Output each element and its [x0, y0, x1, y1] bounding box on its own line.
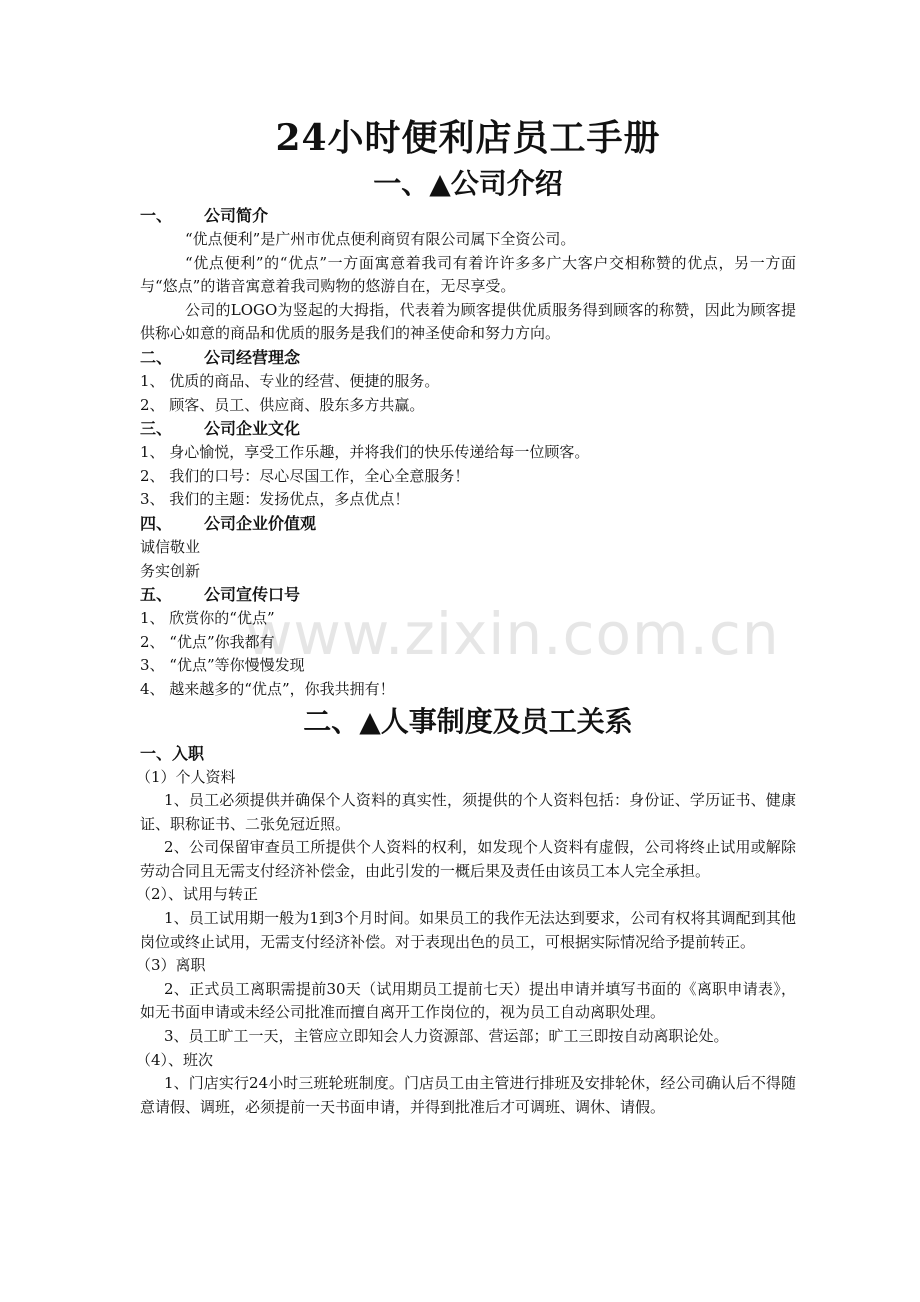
- section-heading-corporate-culture: [140, 417, 796, 441]
- list-item: 2、 顾客、员工、供应商、股东多方共赢。: [140, 395, 425, 414]
- paragraph: “优点便利”的“优点”一方面寓意着我司有着许许多多广大客户交相称赞的优点，另一方面与“悠点”的谐音寓意着我司购物的悠游自在，无尽享受。: [140, 253, 796, 296]
- list-item: 3、 “优点”等你慢慢发现: [140, 656, 305, 675]
- list-item: 1、 身心愉悦，享受工作乐趣，并将我们的快乐传递给每一位顾客。: [140, 443, 590, 462]
- section-number: 五、: [140, 585, 173, 605]
- list-item: 2、 “优点”你我都有: [140, 632, 275, 651]
- section-number: 三、: [140, 419, 173, 439]
- section-heading-company-profile: [140, 204, 796, 228]
- section-title: 公司经营理念: [204, 347, 301, 367]
- paragraph: 2、公司保留审查员工所提供个人资料的权利，如发现个人资料有虚假，公司将终止试用或解除劳动合同且无需支付经济补偿金，由此引发的一概后果及责任由该员工本人完全承担。: [140, 838, 796, 880]
- section-title: 公司简介: [204, 206, 269, 225]
- paragraph: 1、员工必须提供并确保个人资料的真实性，须提供的个人资料包括：身份证、学历证书、健康证、职称证书、二张免冠近照。: [140, 791, 796, 833]
- list-item: 诚信敬业: [140, 537, 201, 556]
- part1-title: 一、▲公司介绍: [373, 167, 563, 200]
- paragraph: “优点便利”是广州市优点便利商贸有限公司属下全资公司。: [185, 230, 576, 248]
- paragraph: 2、正式员工离职需提前30天（试用期员工提前七天）提出申请并填写书面的《离职申请表》，如无书面申请或未经公司批准而擅自离开工作岗位的，视为员工自动离职处理。: [140, 979, 796, 1022]
- list-item: 1、 优质的商品、专业的经营、便捷的服务。: [140, 371, 440, 390]
- section-heading-slogans: [140, 583, 796, 607]
- section-number: 四、: [140, 513, 173, 533]
- document-body: [136, 112, 796, 1119]
- subsection-heading: （1）个人资料: [136, 767, 236, 786]
- part2-title: 二、▲人事制度及员工关系: [303, 704, 633, 738]
- section-heading-onboarding: 一、入职: [140, 743, 205, 763]
- section-heading-business-philosophy: [140, 346, 796, 370]
- section-number: 二、: [140, 347, 173, 367]
- document-title: 24小时便利店员工手册: [275, 117, 661, 159]
- section-title: 公司企业文化: [204, 419, 301, 439]
- paragraph: 公司的LOGO为竖起的大拇指，代表着为顾客提供优质服务得到顾客的称赞，因此为顾客提供称心如意的商品和优质的服务是我们的神圣使命和努力方向。: [140, 300, 796, 343]
- watermark: www.zixin.com.cn: [245, 600, 780, 668]
- subsection-heading: （2）、试用与转正: [136, 885, 259, 904]
- section-title: 公司企业价值观: [204, 513, 317, 533]
- list-item: 2、 我们的口号：尽心尽国工作，全心全意服务！: [140, 466, 470, 485]
- section-heading-core-values: [140, 512, 796, 536]
- list-item: 1、 欣赏你的“优点”: [140, 609, 275, 628]
- paragraph: 1、门店实行24小时三班轮班制度。门店员工由主管进行排班及安排轮休，经公司确认后不得随意请假、调班，必须提前一天书面申请，并得到批准后才可调班、调休、请假。: [140, 1074, 796, 1116]
- paragraph: 1、员工试用期一般为1到3个月时间。如果员工的我作无法达到要求，公司有权将其调配到其他岗位或终止试用，无需支付经济补偿。对于表现出色的员工，可根据实际情况给予提前转正。: [140, 909, 796, 951]
- section-number: 一、: [140, 206, 173, 225]
- list-item: 3、 我们的主题：发扬优点，多点优点！: [140, 490, 410, 509]
- list-item: 务实创新: [140, 561, 201, 580]
- paragraph: 3、员工旷工一天，主管应立即知会人力资源部、营运部；旷工三即按自动离职论处。: [164, 1027, 729, 1046]
- section-title: 公司宣传口号: [204, 585, 301, 605]
- list-item: 4、 越来越多的“优点”，你我共拥有！: [140, 679, 395, 698]
- subsection-heading: （4）、班次: [136, 1050, 214, 1069]
- subsection-heading: （3）离职: [136, 956, 206, 975]
